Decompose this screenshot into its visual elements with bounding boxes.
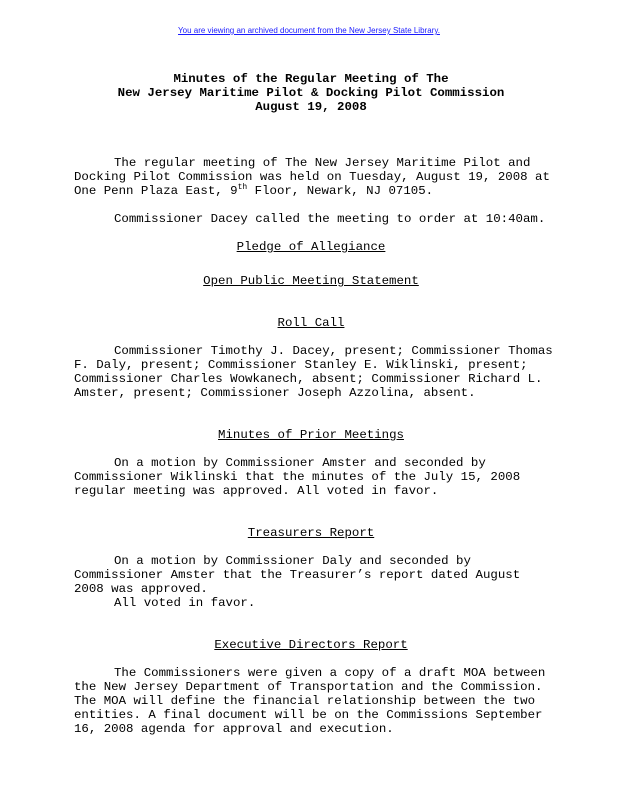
treasurers-line-2: Commissioner Amster that the Treasurer’s report dated August: [74, 568, 521, 582]
heading-open-meeting: Open Public Meeting Statement: [203, 274, 419, 288]
call-to-order: Commissioner Dacey called the meeting to order at 10:40am.: [114, 212, 546, 226]
executive-line-1: The Commissioners were given a copy of a draft MOA between: [114, 666, 546, 680]
title-line-3: August 19, 2008: [255, 100, 367, 114]
treasurers-line-1: On a motion by Commissioner Daly and seconded by: [114, 554, 471, 568]
roll-call-paragraph: [74, 344, 553, 400]
intro-paragraph: [74, 156, 548, 198]
executive-line-4: entities. A final document will be on the Commissions September: [74, 708, 543, 722]
roll-call-line-3: Commissioner Charles Wowkanech, absent; Commissioner Richard L.: [74, 372, 543, 386]
roll-call-line-2: F. Daly, present; Commissioner Stanley E. Wiklinski, present;: [74, 358, 528, 372]
title-line-1: Minutes of the Regular Meeting of The: [173, 72, 449, 86]
title-line-2: New Jersey Maritime Pilot & Docking Pilot Commission: [117, 86, 505, 100]
treasurers-paragraph: [74, 554, 548, 610]
intro-line-1: The regular meeting of The New Jersey Maritime Pilot and: [114, 156, 531, 170]
executive-line-5: 16, 2008 agenda for approval and execution.: [74, 722, 394, 736]
executive-line-3: The MOA will define the financial relationship between the two: [74, 694, 536, 708]
minutes-line-1: On a motion by Commissioner Amster and seconded by: [114, 456, 486, 470]
treasurers-line-3: 2008 was approved.: [74, 582, 208, 596]
minutes-paragraph: [74, 456, 548, 498]
roll-call-line-4: Amster, present; Commissioner Joseph Azzolina, absent.: [74, 386, 476, 400]
executive-paragraph: [74, 666, 548, 736]
minutes-line-2: Commissioner Wiklinski that the minutes of the July 15, 2008: [74, 470, 521, 484]
minutes-line-3: regular meeting was approved. All voted in favor.: [74, 484, 439, 498]
floor-superscript: th: [237, 183, 248, 192]
document-title: [74, 72, 548, 114]
intro-line-3-post: Floor, Newark, NJ 07105.: [247, 184, 434, 198]
roll-call-line-1: Commissioner Timothy J. Dacey, present; Commissioner Thomas: [114, 344, 553, 358]
heading-treasurers: Treasurers Report: [247, 526, 375, 540]
heading-minutes: Minutes of Prior Meetings: [218, 428, 404, 442]
document-page: [74, 72, 553, 736]
heading-pledge: Pledge of Allegiance: [236, 240, 386, 254]
heading-roll-call: Roll Call: [277, 316, 345, 330]
executive-line-2: the New Jersey Department of Transportation and the Commission.: [74, 680, 543, 694]
intro-line-3: [74, 184, 548, 198]
archive-banner-link[interactable]: You are viewing an archived document from the New Jersey State Library.: [178, 26, 440, 35]
heading-executive: Executive Directors Report: [214, 638, 408, 652]
intro-line-2: Docking Pilot Commission was held on Tuesday, August 19, 2008 at: [74, 170, 550, 184]
intro-line-3-pre: One Penn Plaza East, 9: [74, 184, 238, 198]
treasurers-line-4: All voted in favor.: [114, 596, 256, 610]
